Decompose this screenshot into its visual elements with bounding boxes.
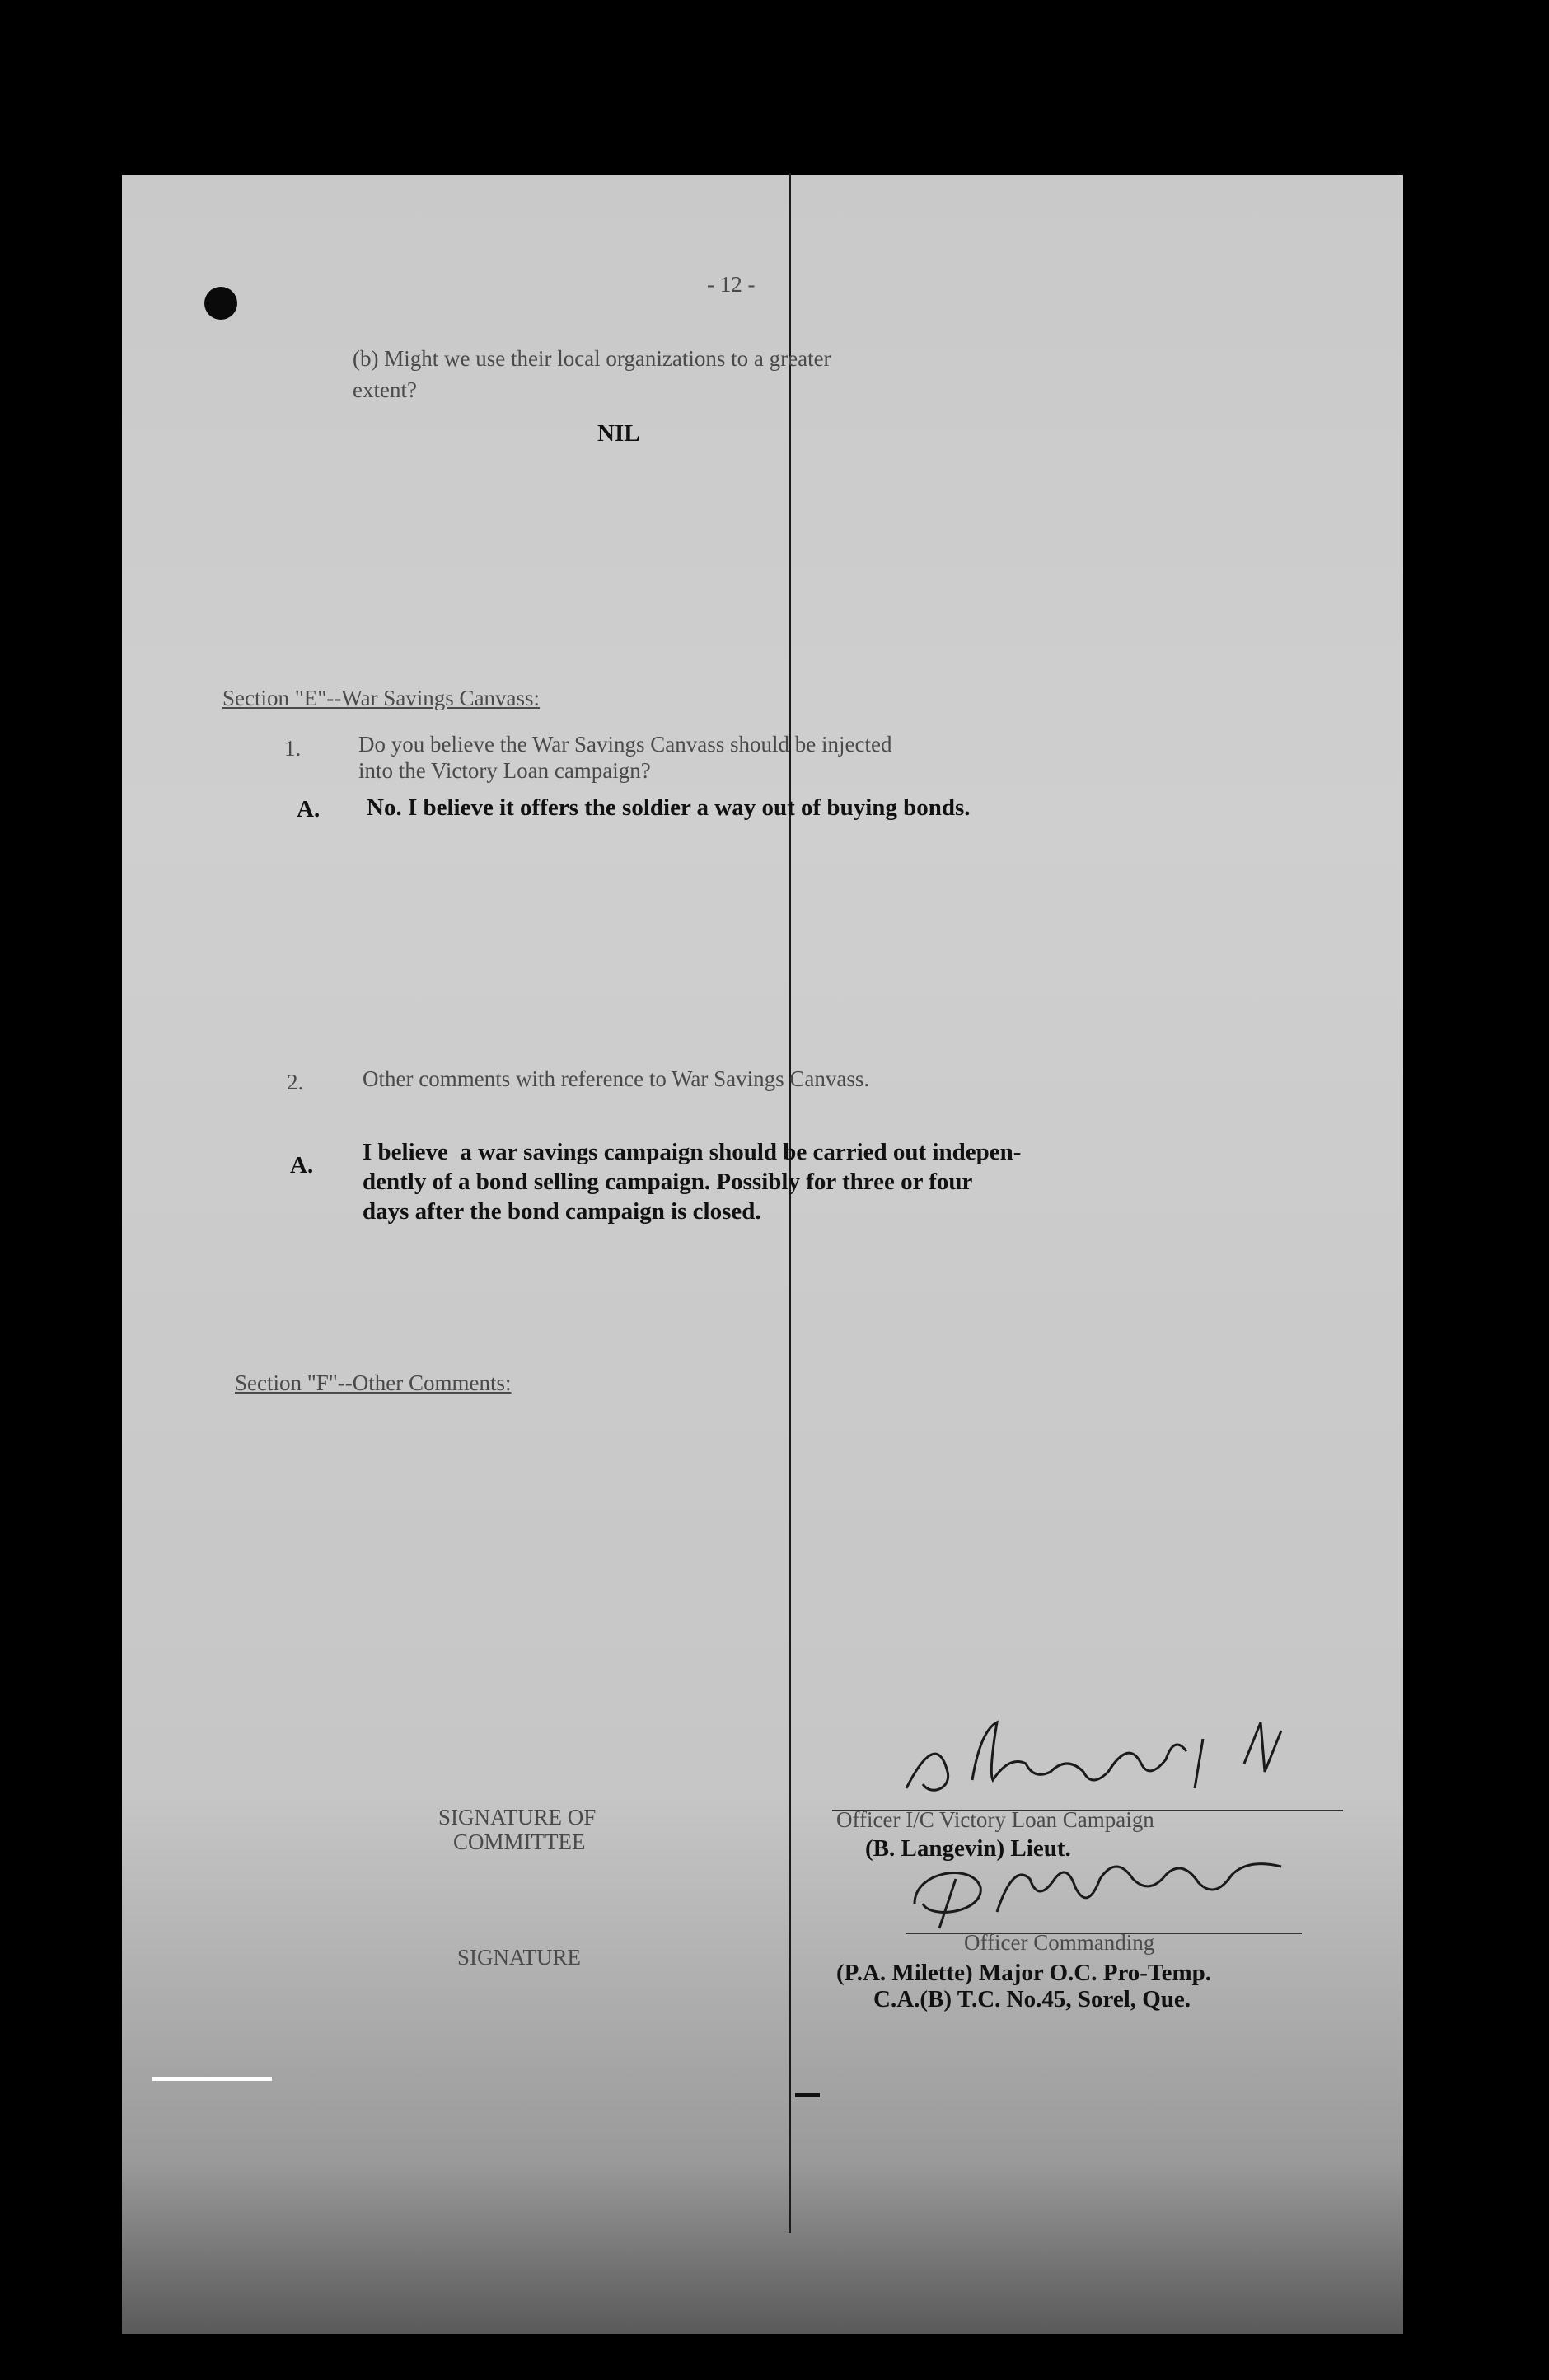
signature-milette xyxy=(906,1854,1302,1937)
signature-langevin xyxy=(890,1706,1351,1813)
a2-line1: I believe a war savings campaign should be carried out indepen- xyxy=(363,1139,1022,1165)
commanding-name: (P.A. Milette) Major O.C. Pro-Temp. xyxy=(836,1960,1212,1986)
committee-line2: COMMITTEE xyxy=(453,1830,586,1854)
q1-line1: Do you believe the War Savings Canvass should be injected xyxy=(358,732,892,757)
question-b-line1: (b) Might we use their local organizations to a greater xyxy=(353,346,831,371)
signature-label: SIGNATURE xyxy=(457,1945,582,1970)
page-number: - 12 - xyxy=(707,272,756,297)
answer-nil: NIL xyxy=(597,420,640,447)
commanding-title: Officer Commanding xyxy=(964,1930,1155,1955)
officer-name: (B. Langevin) Lieut. xyxy=(865,1835,1071,1862)
q1-line2: into the Victory Loan campaign? xyxy=(358,758,651,783)
question-b-line2: extent? xyxy=(353,377,417,402)
punch-hole xyxy=(204,287,237,320)
committee-line1: SIGNATURE OF xyxy=(438,1805,597,1830)
a2-label: A. xyxy=(290,1152,314,1178)
a2-line3: days after the bond campaign is closed. xyxy=(363,1198,761,1225)
margin-mark-left xyxy=(152,2077,272,2081)
margin-mark-center xyxy=(795,2093,820,2097)
document-page xyxy=(122,175,1403,2334)
officer-title: Officer I/C Victory Loan Campaign xyxy=(836,1807,1154,1832)
section-e-heading: Section "E"--War Savings Canvass: xyxy=(222,686,541,710)
a1-label: A. xyxy=(297,796,321,822)
q1-number: 1. xyxy=(284,736,302,761)
a2-line2: dently of a bond selling campaign. Possibly for three or four xyxy=(363,1169,973,1195)
a1-text: No. I believe it offers the soldier a way out of buying bonds. xyxy=(367,794,971,821)
commanding-unit: C.A.(B) T.C. No.45, Sorel, Que. xyxy=(873,1986,1191,2012)
q2-text: Other comments with reference to War Savings Canvass. xyxy=(363,1066,870,1091)
q2-number: 2. xyxy=(287,1070,304,1094)
section-f-heading: Section "F"--Other Comments: xyxy=(235,1370,512,1395)
page-fold-line xyxy=(789,173,791,2233)
